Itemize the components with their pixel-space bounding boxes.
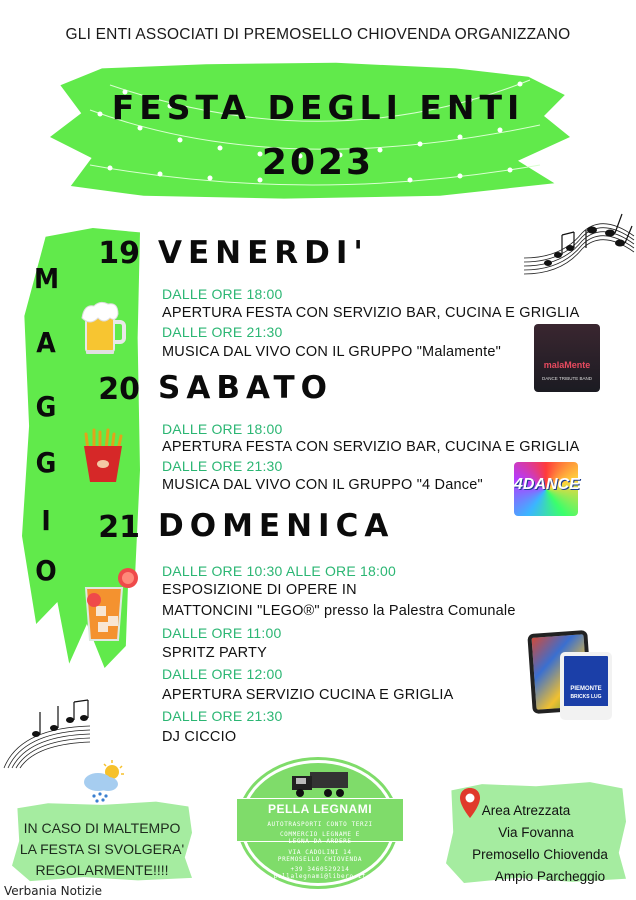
- sponsor-line: +39 3460529214: [290, 866, 350, 873]
- band-logo-text: malaMente: [543, 360, 591, 370]
- spritz-cocktail-icon: [80, 566, 138, 642]
- page-title: FESTA DEGLI ENTI: [111, 88, 525, 127]
- event-description: APERTURA SERVIZIO CUCINA E GRIGLIA: [162, 687, 454, 703]
- sponsor-name: PELLA LEGNAMI: [267, 802, 373, 816]
- day-number: 19: [98, 236, 140, 271]
- day-name: VENERDI': [158, 235, 369, 271]
- band-logo-text: 4DANCE: [514, 476, 580, 493]
- rain-cloud-sun-icon: [80, 760, 126, 804]
- month-letter: I: [41, 504, 51, 537]
- event-description: MATTONCINI "LEGO®" presso la Palestra Comunale: [162, 603, 516, 619]
- day-number: 20: [98, 372, 140, 407]
- event-time: DALLE ORE 21:30: [162, 458, 283, 474]
- location-line: Area Atrezzata: [481, 803, 571, 818]
- sponsor-line: AUTOTRASPORTI CONTO TERZI: [267, 821, 373, 828]
- event-description: SPRITZ PARTY: [162, 645, 267, 661]
- music-notes-icon: [522, 208, 636, 280]
- month-letter: M: [34, 262, 60, 295]
- event-time: DALLE ORE 18:00: [162, 286, 283, 302]
- sponsor-line: VIA CADOLINI 14: [288, 849, 352, 856]
- organizer-line: GLI ENTI ASSOCIATI DI PREMOSELLO CHIOVENDA ORGANIZZANO: [65, 26, 571, 43]
- page-title-year: 2023: [261, 142, 375, 183]
- month-letter: A: [36, 326, 56, 359]
- band-subtitle: DANCE TRIBUTE BAND: [542, 376, 592, 381]
- promo-label: BRICKS LUG: [570, 694, 602, 700]
- event-time: DALLE ORE 11:00: [162, 625, 282, 641]
- event-time: DALLE ORE 18:00: [162, 421, 283, 437]
- event-description: APERTURA FESTA CON SERVIZIO BAR, CUCINA E GRIGLIA: [162, 439, 580, 455]
- french-fries-icon: [82, 428, 124, 484]
- sponsor-line: LEGNA DA ARDERE: [288, 838, 352, 845]
- location-line: Via Fovanna: [498, 825, 574, 840]
- malamente-band-image: [534, 324, 600, 392]
- month-letter: G: [35, 390, 57, 423]
- location-line: Premosello Chiovenda: [472, 847, 608, 862]
- weather-notice: [12, 818, 192, 881]
- sponsor-line: COMMERCIO LEGNAME E: [279, 831, 361, 838]
- event-time: DALLE ORE 21:30: [162, 324, 283, 340]
- event-description: APERTURA FESTA CON SERVIZIO BAR, CUCINA E GRIGLIA: [162, 305, 580, 321]
- event-time: DALLE ORE 10:30 ALLE ORE 18:00: [162, 563, 397, 579]
- promo-label: PIEMONTE: [570, 686, 602, 692]
- month-letter: O: [35, 554, 57, 587]
- day-number: 21: [98, 510, 140, 545]
- sponsor-line: PREMOSELLO CHIOVENDA: [277, 856, 363, 863]
- event-time: DALLE ORE 21:30: [162, 708, 283, 724]
- sponsor-line: pellalegnami@libero.it: [273, 873, 367, 880]
- weather-notice-line: REGOLARMENTE!!!!: [35, 862, 169, 878]
- beer-mug-icon: [80, 300, 126, 356]
- day-name: DOMENICA: [158, 508, 395, 544]
- event-description: ESPOSIZIONE DI OPERE IN: [162, 582, 357, 598]
- day-name: SABATO: [158, 370, 334, 406]
- month-letter: G: [35, 446, 57, 479]
- weather-notice-line: IN CASO DI MALTEMPO: [23, 820, 181, 836]
- watermark: Verbania Notizie: [4, 884, 103, 898]
- location-line: Ampio Parcheggio: [494, 869, 606, 884]
- event-description: MUSICA DAL VIVO CON IL GRUPPO "4 Dance": [162, 477, 483, 493]
- piemonte-bricks-lug-image: [560, 652, 612, 720]
- event-time: DALLE ORE 12:00: [162, 666, 283, 682]
- event-description: MUSICA DAL VIVO CON IL GRUPPO "Malamente": [162, 344, 501, 360]
- weather-notice-line: LA FESTA SI SVOLGERA': [19, 841, 185, 857]
- event-description: DJ CICCIO: [162, 729, 237, 745]
- truck-icon: [288, 768, 350, 798]
- 4dance-band-image: [514, 462, 578, 516]
